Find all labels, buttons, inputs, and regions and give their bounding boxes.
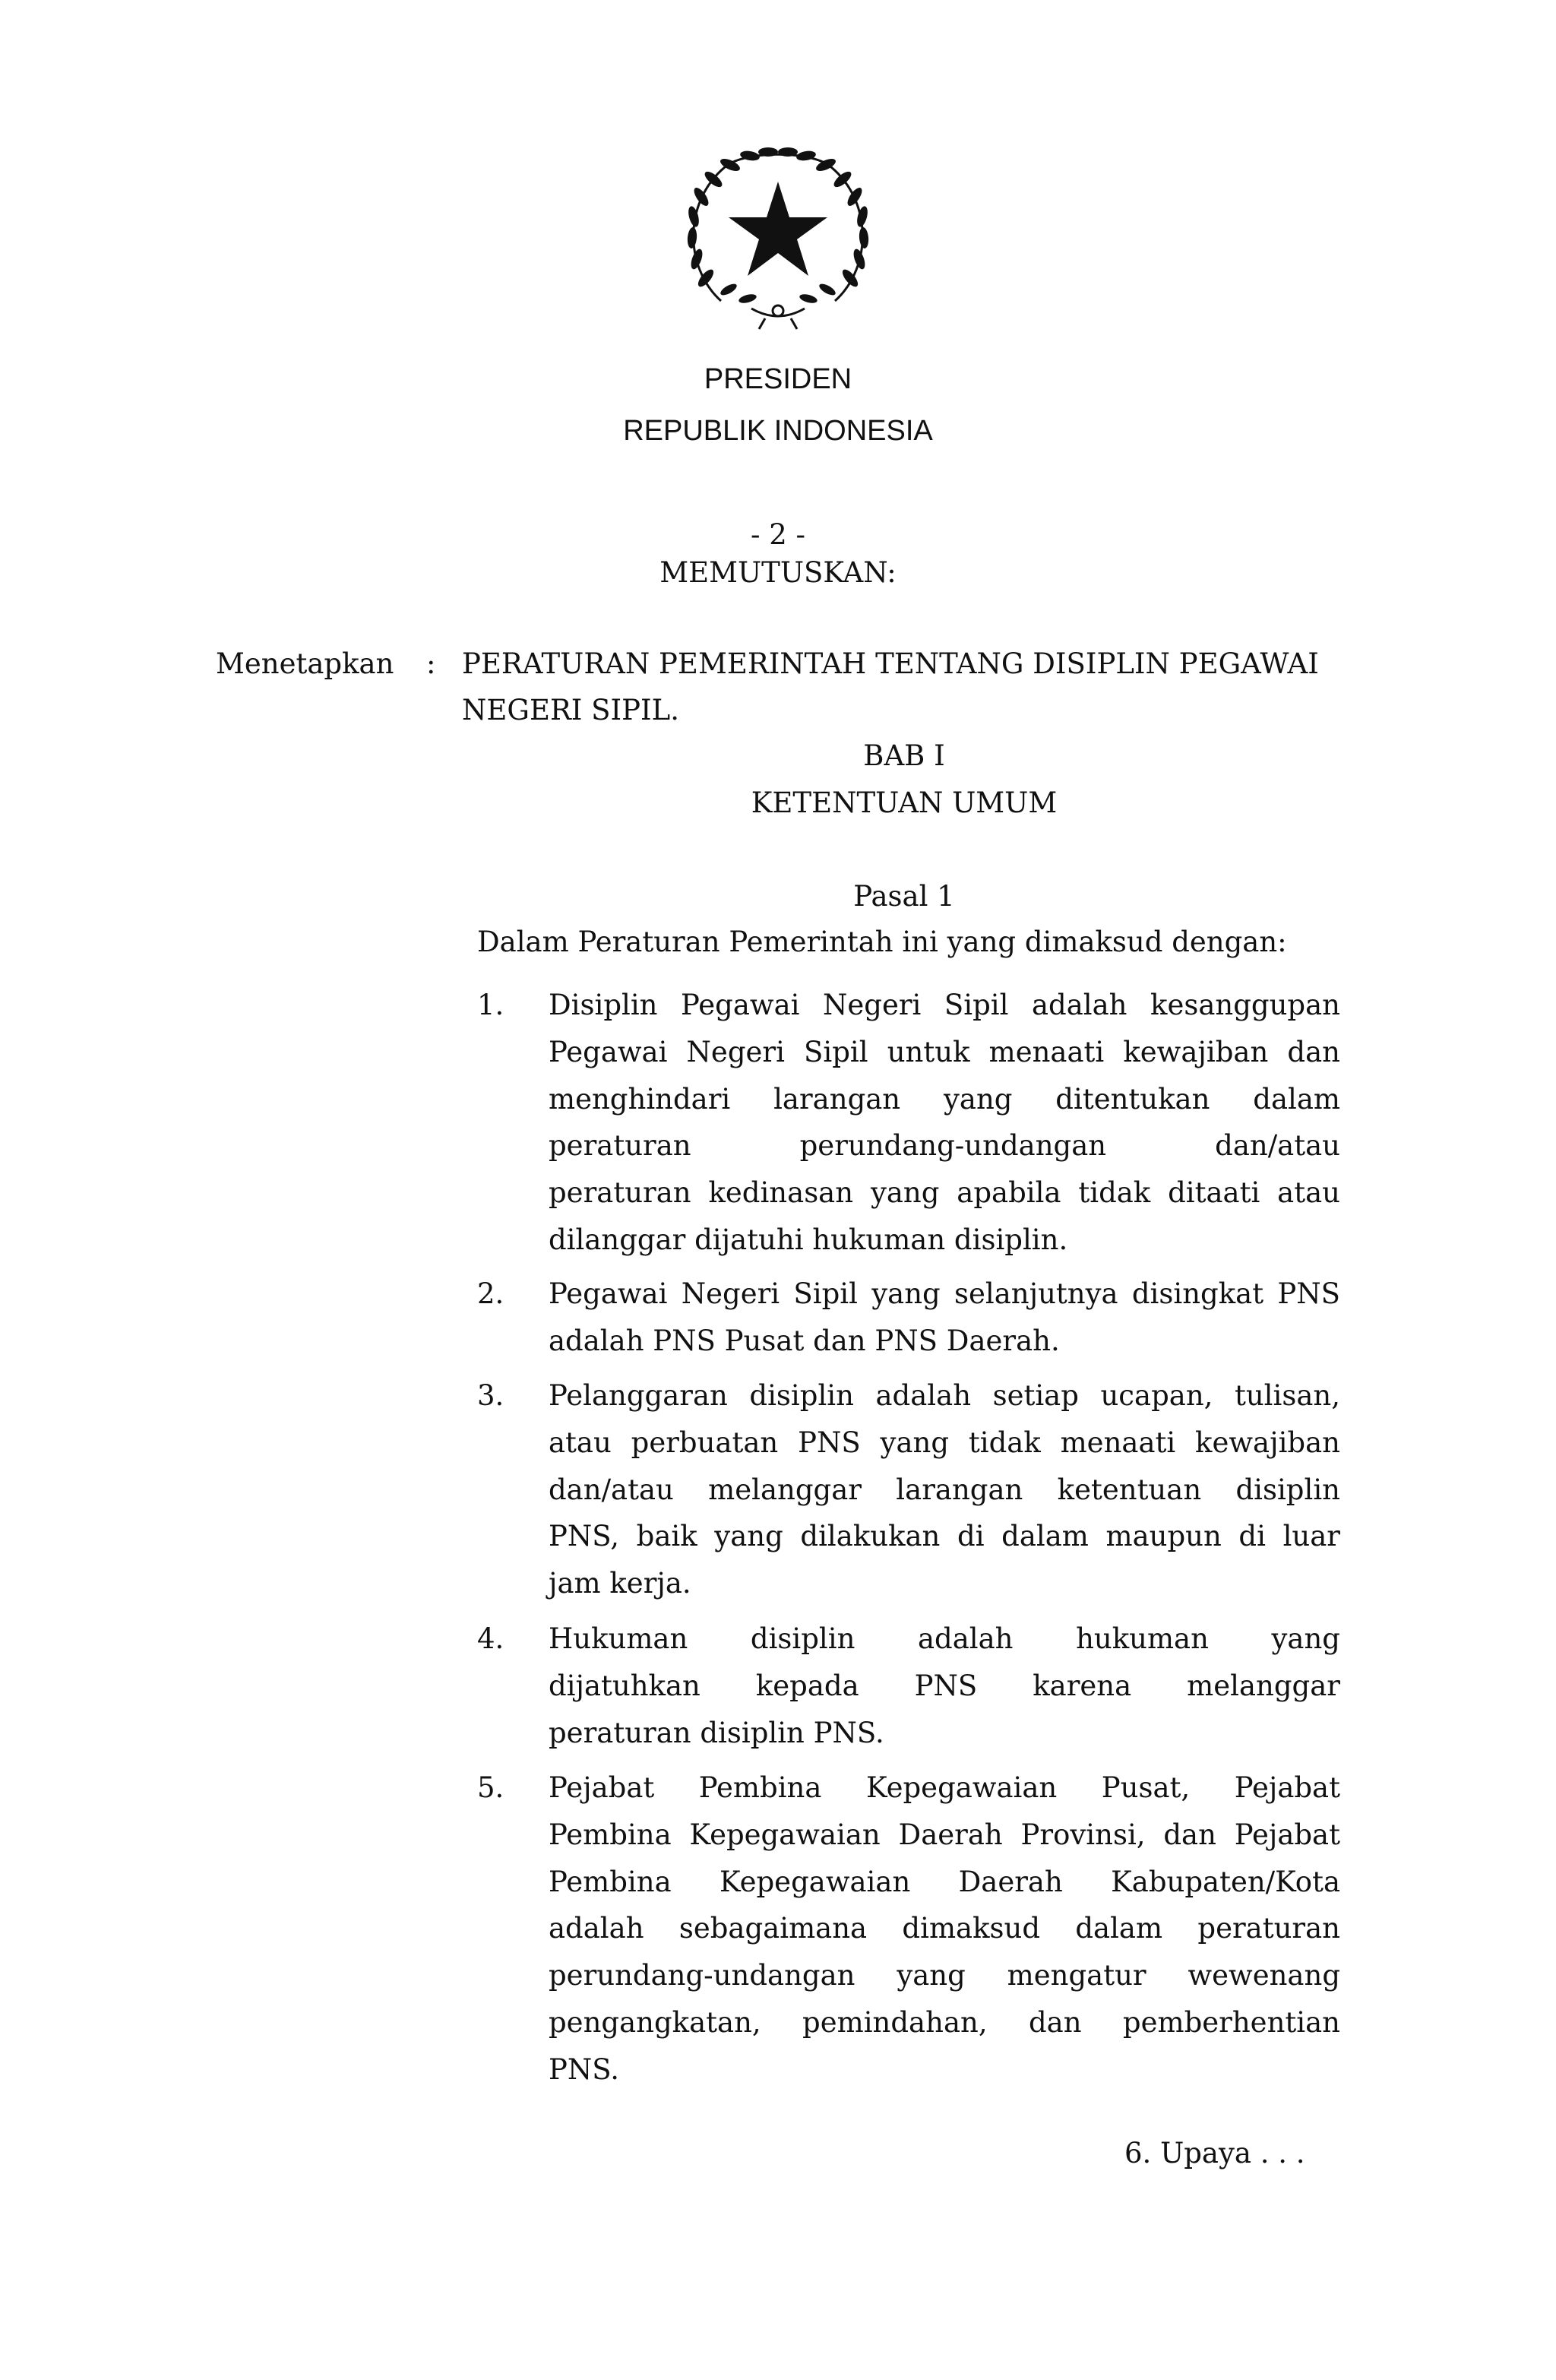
- item-line: peraturan kedinasan yang apabila tidak ditaati atau: [549, 1176, 1340, 1210]
- continuation-catchword: 6. Upaya . . .: [1124, 2137, 1305, 2170]
- item-line: perundang-undangan yang mengatur wewenang: [549, 1959, 1340, 1992]
- page-number: - 2 -: [750, 518, 806, 551]
- item-line: pengangkatan, pemindahan, dan pemberhentian: [549, 2005, 1340, 2039]
- item-line: Pejabat Pembina Kepegawaian Pusat, Pejabat: [549, 1771, 1340, 1804]
- item-line: peraturan disiplin PNS.: [549, 1716, 884, 1749]
- item-line: Pembina Kepegawaian Daerah Provinsi, dan Pejabat: [549, 1818, 1340, 1851]
- item-line: PNS.: [549, 2052, 620, 2086]
- item-line: Disiplin Pegawai Negeri Sipil adalah kesanggupan: [549, 989, 1340, 1021]
- item-line: dilanggar dijatuhi hukuman disiplin.: [549, 1223, 1068, 1256]
- menetapkan-label: Menetapkan: [216, 647, 394, 680]
- item-number: 2.: [477, 1277, 504, 1310]
- header-presiden: PRESIDEN: [704, 363, 852, 395]
- item-number: 3.: [477, 1379, 504, 1412]
- list-item-4: [549, 1616, 1340, 1756]
- item-line: peraturan perundang-undangan dan/atau: [549, 1129, 1340, 1163]
- list-item-5: [549, 1764, 1340, 2094]
- decision-heading: MEMUTUSKAN:: [659, 556, 897, 589]
- item-line: adalah PNS Pusat dan PNS Daerah.: [549, 1324, 1060, 1357]
- menetapkan-text-line1: PERATURAN PEMERINTAH TENTANG DISIPLIN PEGAWAI: [462, 647, 1319, 680]
- item-line: dijatuhkan kepada PNS karena melanggar: [549, 1669, 1340, 1702]
- item-line: Hukuman disiplin adalah hukuman yang: [549, 1622, 1340, 1655]
- item-line: atau perbuatan PNS yang tidak menaati kewajiban: [549, 1426, 1340, 1459]
- article-intro: Dalam Peraturan Pemerintah ini yang dimaksud dengan:: [477, 926, 1287, 958]
- menetapkan-colon: :: [426, 647, 436, 680]
- item-line: jam kerja.: [549, 1567, 691, 1600]
- item-line: menghindari larangan yang ditentukan dalam: [549, 1082, 1340, 1116]
- item-number: 5.: [477, 1771, 504, 1804]
- article-title: Pasal 1: [853, 880, 955, 913]
- list-item-3: [549, 1372, 1340, 1607]
- item-line: adalah sebagaimana dimaksud dalam peraturan: [549, 1912, 1340, 1945]
- chapter-title: KETENTUAN UMUM: [751, 786, 1058, 819]
- item-line: dan/atau melanggar larangan ketentuan disiplin: [549, 1473, 1340, 1506]
- garuda-star-emblem-icon: [675, 138, 881, 337]
- list-item-2: [549, 1271, 1340, 1365]
- chapter-number: BAB I: [863, 739, 945, 772]
- item-number: 4.: [477, 1622, 504, 1655]
- item-line: Pegawai Negeri Sipil untuk menaati kewajiban dan: [549, 1035, 1340, 1068]
- item-line: PNS, baik yang dilakukan di dalam maupun di luar: [549, 1520, 1340, 1553]
- item-line: Pegawai Negeri Sipil yang selanjutnya disingkat PNS: [549, 1277, 1340, 1310]
- menetapkan-text-line2: NEGERI SIPIL.: [462, 694, 679, 726]
- item-line: Pembina Kepegawaian Daerah Kabupaten/Kota: [549, 1865, 1340, 1898]
- item-number: 1.: [477, 989, 504, 1021]
- header-republik-indonesia: REPUBLIK INDONESIA: [623, 415, 933, 447]
- item-line: Pelanggaran disiplin adalah setiap ucapan, tulisan,: [549, 1379, 1340, 1412]
- list-item-1: [549, 982, 1340, 1264]
